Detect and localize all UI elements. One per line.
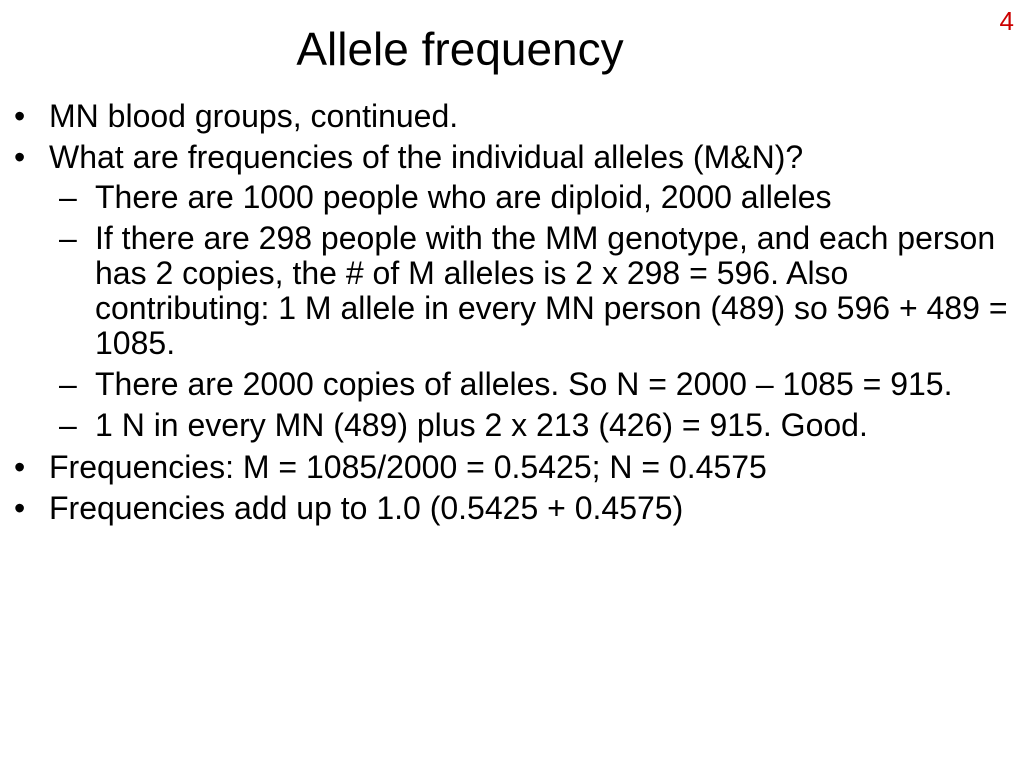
bullet-text: Frequencies add up to 1.0 (0.5425 + 0.4575) (49, 490, 684, 526)
bullet-item (14, 449, 1018, 485)
bullet-item (14, 98, 1018, 134)
bullet-text: Frequencies: M = 1085/2000 = 0.5425; N = 0.4575 (49, 449, 767, 485)
bullet-text: What are frequencies of the individual alleles (M&N)? (49, 139, 804, 175)
sub-bullet-text: If there are 298 people with the MM genotype, and each person has 2 copies, the # of M alleles is 2 x 298 = 596. Also contributing: 1 M allele in every MN person (489) so 596 + 489 = 1085. (95, 220, 1008, 361)
bullet-marker: • (14, 490, 26, 526)
sub-bullet-item (49, 367, 1018, 402)
bullet-marker: • (14, 449, 26, 485)
bullet-marker: • (14, 98, 26, 134)
sub-bullet-text: There are 1000 people who are diploid, 2000 alleles (95, 179, 832, 215)
sub-bullet-item (49, 221, 1018, 361)
sub-bullet-text: There are 2000 copies of alleles. So N = 2000 – 1085 = 915. (95, 366, 953, 402)
slide-title: Allele frequency (296, 23, 624, 75)
bullet-item (14, 490, 1018, 526)
sub-bullet-marker: – (59, 220, 77, 256)
sub-bullet-item (49, 408, 1018, 443)
bullet-text: MN blood groups, continued. (49, 98, 459, 134)
sub-bullet-item (49, 180, 1018, 215)
sub-bullet-marker: – (59, 366, 77, 402)
slide-number: 4 (999, 6, 1014, 36)
sub-bullet-list (49, 180, 1018, 443)
sub-bullet-marker: – (59, 179, 77, 215)
sub-bullet-text: 1 N in every MN (489) plus 2 x 213 (426) = 915. Good. (95, 407, 868, 443)
bullet-marker: • (14, 139, 26, 175)
sub-bullet-marker: – (59, 407, 77, 443)
bullet-item (14, 139, 1018, 443)
bullet-list (14, 98, 1018, 531)
